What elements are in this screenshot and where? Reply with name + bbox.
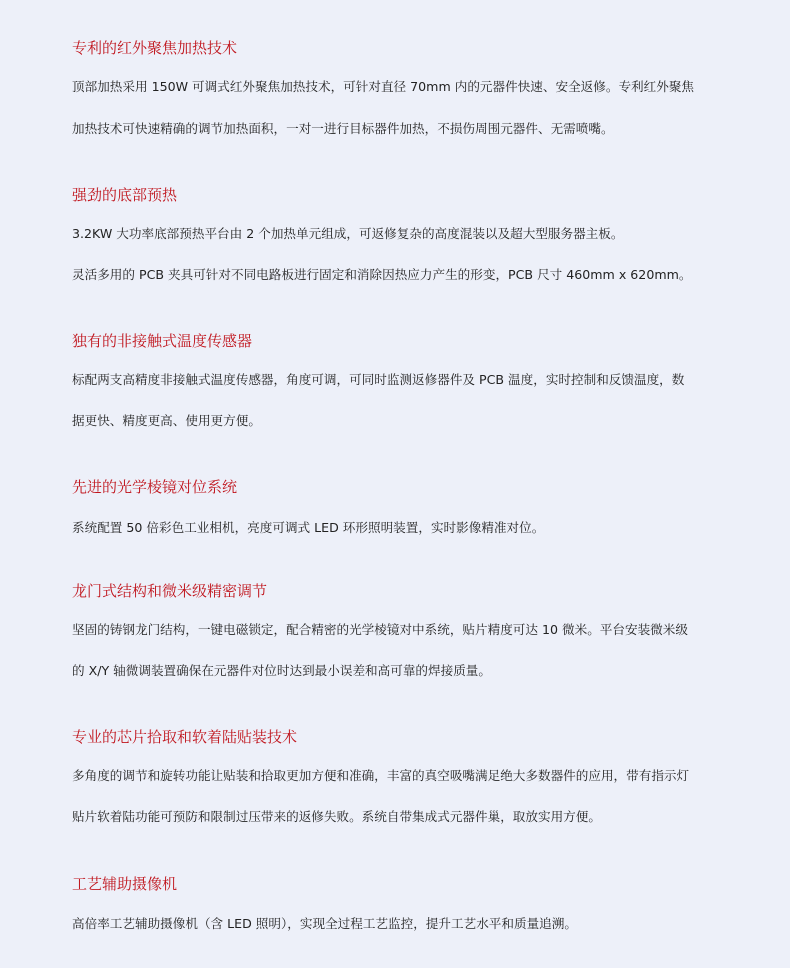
section-heading: 工艺辅助摄像机: [72, 875, 178, 893]
feature-section-gantry-structure: [72, 581, 732, 678]
body-line: 坚固的铸钢龙门结构，一键电磁锁定，配合精密的光学棱镜对中系统，贴片精度可达 10 微米。平台安装微米级: [72, 622, 688, 637]
body-line: 高倍率工艺辅助摄像机（含 LED 照明），实现全过程工艺监控，提升工艺水平和质量追溯。: [72, 916, 577, 931]
section-heading: 专利的红外聚焦加热技术: [72, 39, 238, 57]
body-line: 加热技术可快速精确的调节加热面积，一对一进行目标器件加热，不损伤周围元器件、无需喷嘴。: [72, 121, 614, 136]
body-line: 标配两支高精度非接触式温度传感器，角度可调，可同时监测返修器件及 PCB 温度，实时控制和反馈温度，数: [72, 372, 685, 387]
feature-section-process-camera: [72, 874, 732, 931]
body-line: 顶部加热采用 150W 可调式红外聚焦加热技术，可针对直径 70mm 内的元器件快速、安全返修。专利红外聚焦: [72, 79, 695, 94]
body-line: 的 X/Y 轴微调装置确保在元器件对位时达到最小误差和高可靠的焊接质量。: [72, 663, 491, 678]
feature-section-temp-sensor: [72, 331, 732, 428]
section-heading: 龙门式结构和微米级精密调节: [72, 582, 268, 600]
body-line: 据更快、精度更高、使用更方便。: [72, 413, 261, 428]
section-heading: 专业的芯片拾取和软着陆贴装技术: [72, 728, 298, 746]
body-line: 灵活多用的 PCB 夹具可针对不同电路板进行固定和消除因热应力产生的形变，PCB 尺寸 460mm x 620mm。: [72, 267, 692, 282]
feature-section-bottom-preheat: [72, 185, 732, 282]
feature-section-chip-placement: [72, 727, 732, 824]
section-heading: 先进的光学棱镜对位系统: [72, 478, 238, 496]
body-line: 贴片软着陆功能可预防和限制过压带来的返修失败。系统自带集成式元器件巢，取放实用方便。: [72, 809, 601, 824]
body-line: 3.2KW 大功率底部预热平台由 2 个加热单元组成，可返修复杂的高度混装以及超大型服务器主板。: [72, 226, 624, 241]
feature-section-optical-alignment: [72, 477, 732, 535]
body-line: 系统配置 50 倍彩色工业相机，亮度可调式 LED 环形照明装置，实时影像精准对位。: [72, 520, 545, 535]
section-heading: 独有的非接触式温度传感器: [72, 332, 253, 350]
feature-section-ir-heating: [72, 38, 732, 136]
section-heading: 强劲的底部预热: [72, 186, 178, 204]
body-line: 多角度的调节和旋转功能让贴装和拾取更加方便和准确，丰富的真空吸嘴满足绝大多数器件的应用，带有指示灯: [72, 768, 690, 783]
